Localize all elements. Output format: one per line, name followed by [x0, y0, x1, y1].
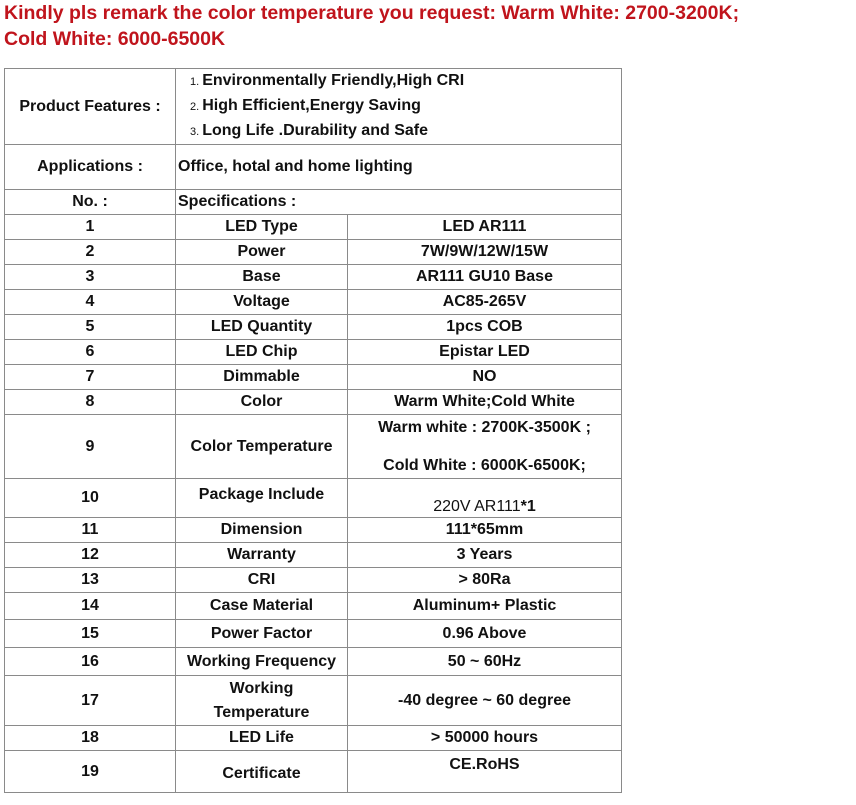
row-number: 6 [5, 340, 176, 365]
spec-name: LED Type [176, 215, 348, 240]
row-number: 18 [5, 726, 176, 751]
spec-value: 50 ~ 60Hz [348, 648, 622, 676]
spec-name: Voltage [176, 290, 348, 315]
spec-name: LED Chip [176, 340, 348, 365]
spec-name: Dimension [176, 518, 348, 543]
spec-value [348, 479, 622, 518]
spec-value: Epistar LED [348, 340, 622, 365]
spec-name-line-1: Working [229, 679, 294, 697]
applications-value: Office, hotal and home lighting [176, 145, 622, 190]
notice-line-1: Kindly pls remark the color temperature you request: Warm White: 2700-3200K; [4, 2, 740, 24]
feature-item: 1. Environmentally Friendly,High CRI [190, 72, 465, 89]
table-row [5, 315, 622, 340]
product-features-list-cell [176, 69, 622, 145]
spec-value: 1pcs COB [348, 315, 622, 340]
row-number: 4 [5, 290, 176, 315]
spec-value: > 50000 hours [348, 726, 622, 751]
feature-item: 2. High Efficient,Energy Saving [190, 97, 421, 114]
specifications-header: Specifications : [176, 190, 622, 215]
row-number: 10 [5, 479, 176, 518]
row-number: 11 [5, 518, 176, 543]
spec-value: -40 degree ~ 60 degree [348, 676, 622, 726]
row-number: 16 [5, 648, 176, 676]
spec-value: AR111 GU10 Base [348, 265, 622, 290]
product-features-row [5, 69, 622, 145]
spec-name: LED Quantity [176, 315, 348, 340]
table-row [5, 726, 622, 751]
row-number: 7 [5, 365, 176, 390]
spec-name: Certificate [176, 751, 348, 793]
table-row [5, 568, 622, 593]
row-number: 2 [5, 240, 176, 265]
spec-value: LED AR111 [348, 215, 622, 240]
table-row [5, 265, 622, 290]
product-spec-table [4, 68, 622, 793]
table-row [5, 543, 622, 568]
spec-name: Warranty [176, 543, 348, 568]
table-row [5, 479, 622, 518]
notice-line-2: Cold White: 6000-6500K [4, 28, 226, 50]
table-row [5, 648, 622, 676]
spec-value: AC85-265V [348, 290, 622, 315]
spec-name: LED Life [176, 726, 348, 751]
no-header: No. : [5, 190, 176, 215]
package-value: 220V AR111*1 [433, 498, 536, 515]
spec-name: Case Material [176, 593, 348, 620]
spec-name: Dimmable [176, 365, 348, 390]
table-row [5, 751, 622, 793]
spec-value: CE.RoHS [348, 751, 622, 793]
row-number: 17 [5, 676, 176, 726]
table-row [5, 415, 622, 479]
row-number: 19 [5, 751, 176, 793]
row-number: 15 [5, 620, 176, 648]
spec-name: Package Include [176, 479, 348, 518]
table-row [5, 593, 622, 620]
row-number: 5 [5, 315, 176, 340]
table-row [5, 518, 622, 543]
table-row [5, 620, 622, 648]
table-row [5, 215, 622, 240]
feature-item: 3. Long Life .Durability and Safe [190, 122, 428, 139]
applications-row [5, 145, 622, 190]
spec-name: Base [176, 265, 348, 290]
product-features-list [176, 69, 621, 144]
spec-name: CRI [176, 568, 348, 593]
spec-name [176, 676, 348, 726]
spec-name-line-2: Temperature [213, 703, 310, 721]
spec-header-row [5, 190, 622, 215]
spec-name: Color [176, 390, 348, 415]
table-row [5, 290, 622, 315]
spec-value: Warm White;Cold White [348, 390, 622, 415]
table-row [5, 390, 622, 415]
table-row [5, 340, 622, 365]
color-temperature-notice [4, 0, 850, 52]
spec-name: Working Frequency [176, 648, 348, 676]
row-number: 1 [5, 215, 176, 240]
spec-value: 111*65mm [348, 518, 622, 543]
product-features-label: Product Features : [5, 69, 176, 145]
spec-value: 7W/9W/12W/15W [348, 240, 622, 265]
spec-value: 3 Years [348, 543, 622, 568]
table-row [5, 240, 622, 265]
table-row [5, 676, 622, 726]
spec-name: Power [176, 240, 348, 265]
spec-value-line-2: Cold White : 6000K-6500K; [383, 456, 586, 474]
row-number: 12 [5, 543, 176, 568]
spec-value: 0.96 Above [348, 620, 622, 648]
spec-value: > 80Ra [348, 568, 622, 593]
spec-value-line-1: Warm white : 2700K-3500K ; [378, 418, 591, 436]
spec-name: Power Factor [176, 620, 348, 648]
row-number: 13 [5, 568, 176, 593]
row-number: 3 [5, 265, 176, 290]
row-number: 8 [5, 390, 176, 415]
spec-name: Color Temperature [176, 415, 348, 479]
table-row [5, 365, 622, 390]
spec-value [348, 415, 622, 479]
row-number: 9 [5, 415, 176, 479]
spec-value: Aluminum+ Plastic [348, 593, 622, 620]
applications-label: Applications : [5, 145, 176, 190]
spec-value: NO [348, 365, 622, 390]
row-number: 14 [5, 593, 176, 620]
